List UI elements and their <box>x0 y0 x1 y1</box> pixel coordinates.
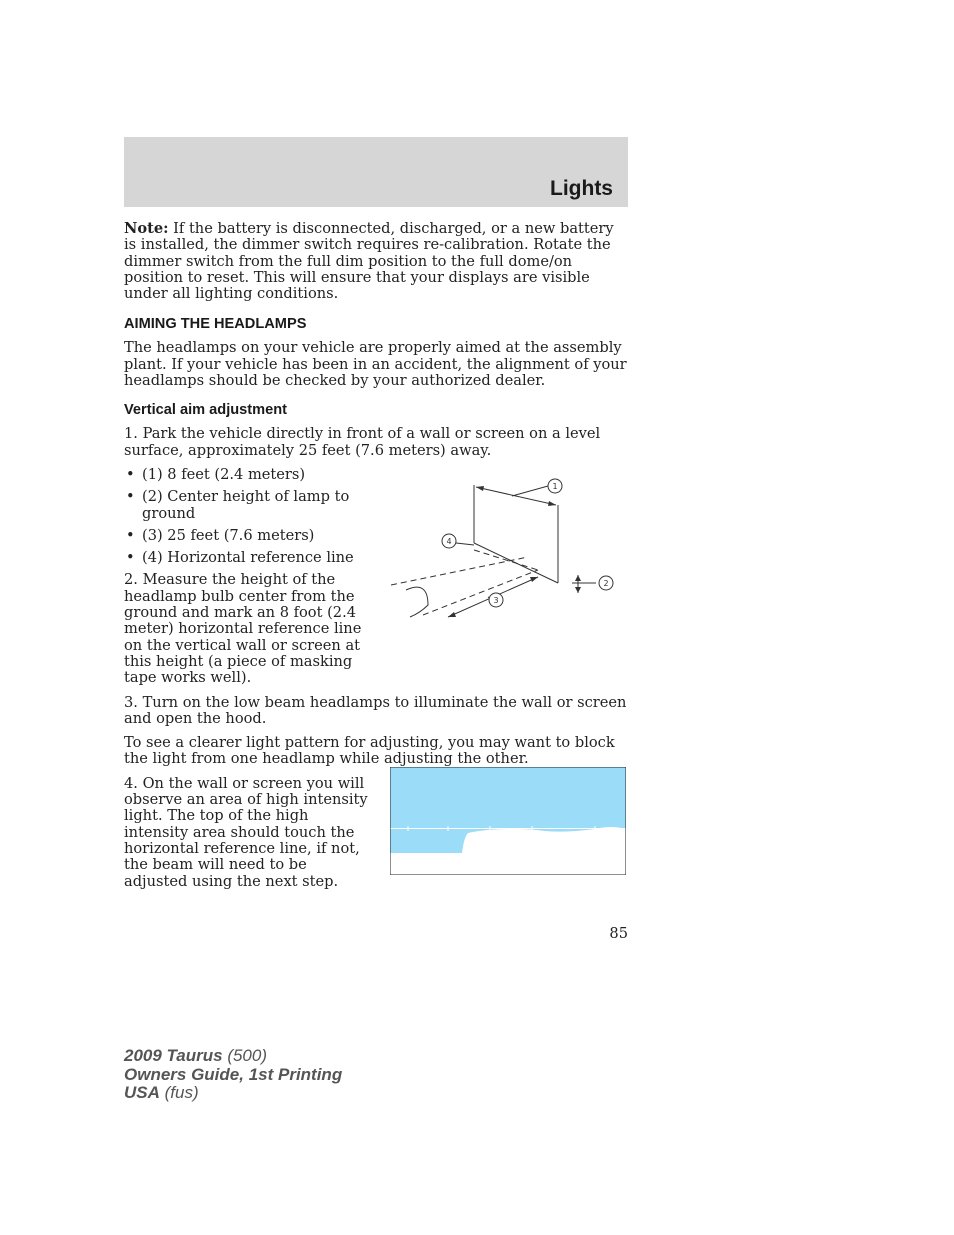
step-2 <box>124 572 382 686</box>
step-2-text: 2. Measure the height of the headlamp bulb center from the ground and mark an 8 foot (2.4 meter) horizontal reference line on the vertical wall or screen at this height (a piece of masking tape works well). <box>124 571 362 687</box>
arrowhead <box>476 486 484 491</box>
arrowhead <box>530 577 538 582</box>
list-item: • (3) 25 feet (7.6 meters) <box>124 528 374 544</box>
list-item: • (4) Horizontal reference line <box>124 550 374 566</box>
callout-label-4: 4 <box>446 537 452 546</box>
note-paragraph <box>124 221 629 302</box>
intro-paragraph: The headlamps on your vehicle are properly aimed at the assembly plant. If your vehicle has been in an accident, the alignment of your headlamps should be checked by your authorized dealer. <box>124 339 627 390</box>
footer-printing: Owners Guide, 1st Printing <box>124 1064 343 1084</box>
page-number: 85 <box>609 925 628 942</box>
list-item: • (1) 8 feet (2.4 meters) <box>124 467 374 483</box>
footer-model-code: (500) <box>222 1046 268 1065</box>
step-4: 4. On the wall or screen you will observe an area of high intensity light. The top of the high intensity area should touch the horizontal reference line, if not, the beam will need to be adjusted using the next step. <box>124 774 368 890</box>
section-heading: AIMING THE HEADLAMPS <box>124 316 307 333</box>
footer-market-code: (fus) <box>159 1083 199 1102</box>
step-3: 3. Turn on the low beam headlamps to illuminate the wall or screen and open the hood. <box>124 693 627 727</box>
light-pattern-diagram <box>390 767 626 875</box>
section-title: Lights <box>550 177 613 200</box>
measurement-list <box>124 467 374 566</box>
arrowhead <box>448 612 456 617</box>
subsection-heading: Vertical aim adjustment <box>124 402 288 419</box>
footer-market: USA <box>124 1083 160 1102</box>
vehicle-outline <box>406 587 428 617</box>
arrowhead <box>575 587 581 593</box>
callout-label-2: 2 <box>603 579 609 588</box>
callout-label-1: 1 <box>552 482 558 491</box>
callout-leader <box>456 543 474 545</box>
list-item: • (2) Center height of lamp to ground <box>124 489 374 522</box>
footer-line-3 <box>124 1084 342 1103</box>
section-header-band <box>124 137 628 207</box>
arrowhead <box>575 575 581 581</box>
note-label: Note: <box>124 220 169 237</box>
beam-line <box>474 550 538 570</box>
footer-line-2 <box>124 1066 342 1085</box>
step-1: 1. Park the vehicle directly in front of a wall or screen on a level surface, approximately 25 feet (7.6 meters) away. <box>124 425 601 459</box>
footer-line-1 <box>124 1047 342 1066</box>
beam-line <box>391 557 528 585</box>
callout-label-3: 3 <box>493 596 499 605</box>
tip-paragraph: To see a clearer light pattern for adjusting, you may want to block the light from one headlamp while adjusting the other. <box>124 734 615 768</box>
beam-line <box>423 570 538 615</box>
note-text: If the battery is disconnected, discharged, or a new battery is installed, the dimmer switch requires re-calibration. Rotate the dimmer switch from the full dim position to the full dome/on position to reset. This will ensure that your displays are visible under all lighting conditions. <box>124 220 614 303</box>
callout-leader <box>512 486 548 496</box>
dimension-arrow-1 <box>476 487 556 505</box>
footer-model: 2009 Taurus <box>124 1046 223 1065</box>
footer <box>124 1047 342 1103</box>
arrowhead <box>548 501 556 506</box>
headlamp-aim-diagram <box>388 475 628 635</box>
